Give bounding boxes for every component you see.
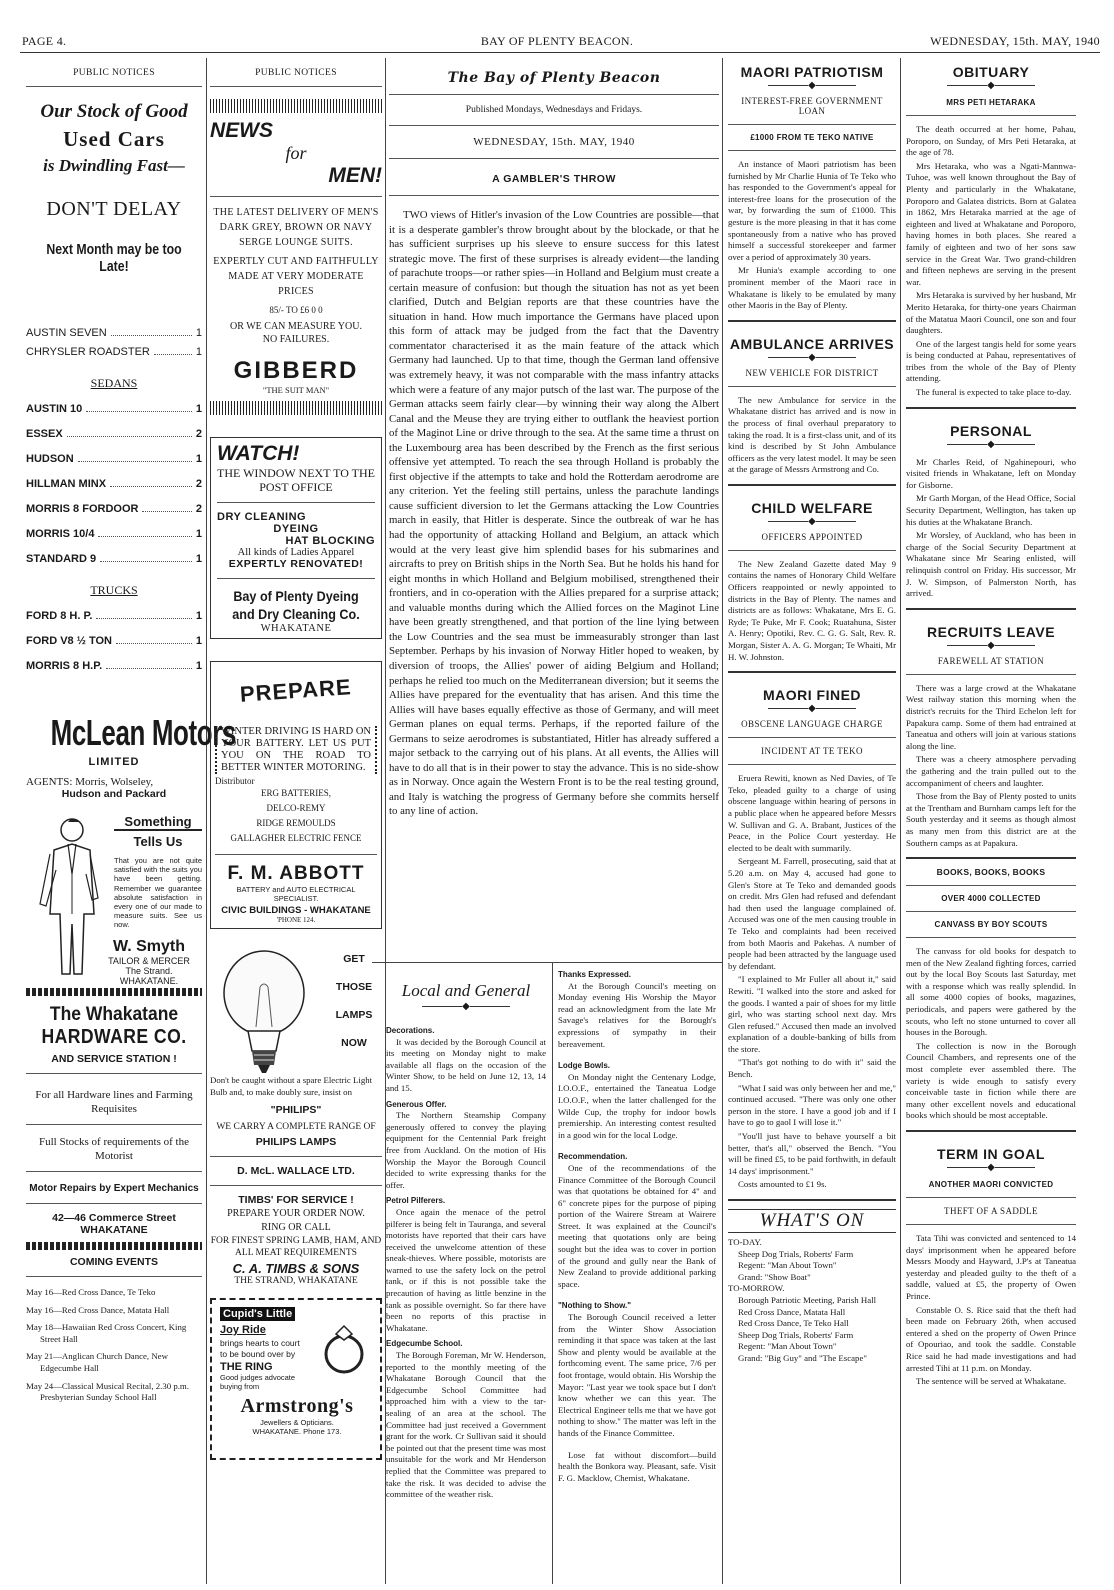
firm-tagline: "THE SUIT MAN" [262,385,330,395]
editorial-column [389,58,719,958]
paper-name: BAY OF PLENTY BEACON. [480,34,634,48]
article-text: Mr Charles Reid, of Ngahinepouri, who visited friends in Whakatane, left on Monday for Gisborne. [906,456,1076,490]
ad-word: NOW [341,1037,367,1049]
ad-headline: NEWS [210,119,273,142]
article-subtitle: MRS PETI HETARAKA [946,98,1036,107]
article-subtitle: NEW VEHICLE FOR DISTRICT [745,367,879,378]
event-item: May 24—Classical Musical Recital, 2.30 p.m. Presbyterian Sunday School Hall [26,1380,189,1403]
event-item: May 18—Hawaiian Red Cross Concert, King Street Hall [26,1322,187,1344]
article-title: OBITUARY [952,64,1030,80]
list-item: Sheep Dog Trials, Roberts' Farm [738,1248,854,1259]
border-strip [26,1242,202,1250]
list-item: Red Cross Dance, Matata Hall [738,1306,846,1317]
firm-suffix: LIMITED [88,756,140,768]
local-and-general [372,962,722,1584]
section-title: Local and General [401,981,531,1000]
editorial-title: A GAMBLER'S THROW [492,173,616,185]
article-text: Constable O. S. Rice said that the theft had been made on February 26th, when accused entered a shed on the property of Owen Prince of Opouriao, and took the saddle. Constable Rice said he had made investigations and had arrested Tihi at 11 p.m. on Monday. [906,1304,1076,1373]
ad-headline: is Dwindling Fast— [43,156,185,175]
hardware-ad [26,1004,202,1236]
article-text: Tata Tihi was convicted and sentenced to 14 days' imprisonment when he appeared before Messrs Moody and Hayward, J.P's at Taneatua yesterday and pleaded guilty to the theft of a saddle, valued at £5, the property of Owen Prince. [906,1233,1076,1301]
article-text: "What I said was only between her and me," continued accused. "There was only one other person in the store. I have a good job and if I have to go to gaol I will lose it." [728,1082,896,1128]
ad-line: For all Hardware lines and Farming Requisites [35,1089,193,1115]
item-heading: Edgecumbe School. [386,1339,463,1349]
ad-slogan: Next Month may be too Late! [46,241,182,275]
ad-label: Distributor [215,776,255,786]
ad-body: OR WE CAN MEASURE YOU. [230,321,362,332]
local-col-a [386,963,546,1503]
firm-name: D. McL. WALLACE LTD. [237,1165,355,1178]
ad-line: Full Stocks of requirements of the Motorist [38,1136,189,1162]
issue-date: WEDNESDAY, 15th. MAY, 1940 [930,34,1100,48]
column-rule [552,963,553,1584]
agents-line: AGENTS: Morris, Wolseley, [26,776,154,788]
article-text: The New Zealand Gazette dated May 9 contains the names of Honorary Child Welfare Officers reappointed or newly appointed to districts in the Bay of Plenty. The names and districts are as follows: Whakatane, Mrs E. G. Ryde; Te Puke, Mr F. Cook; Ruatahuna, Sister A. Henry; Opotiki, Rev. C. G. G. Salt, Rev. R. Morgan, Sister A. A. G. Morgan; Te Whaiti, Mr H. W. Johnston. [728,558,896,662]
list-heading: SEDANS [90,376,138,390]
item-heading: "Nothing to Show." [558,1301,632,1311]
article-text: Mrs Hetaraka is survived by her husband, Mr Merito Hetaraka, for thirty-one years Chairman of the Matatua Maori Council, one son and four daughters. [906,290,1076,336]
ad-headline: Used Cars [63,127,165,151]
firm-trade: TAILOR & MERCER [108,956,190,966]
firm-name: F. M. ABBOTT [227,863,365,884]
article-title: AMBULANCE ARRIVES [729,335,895,352]
item-text: Lose fat without discomfort—build health the Bonkora way. Pleasant, safe. Visit F. G. Macklow, Chemist, Whakatane. [558,1449,716,1483]
item-text: One of the recommendations of the Finance Committee of the Borough Council was that quotations be obtained for 4" and 6" concrete pipes for the purpose of piping portion of the Wairere Stream at Wairere Street. It was explained at the Council's meeting that quotations only are being sought but the idea was to cover in portion of the ground and gully near the Bank of New Zealand to provide additional parking space. [558,1162,716,1289]
section-heading: COMING EVENTS [69,1256,159,1268]
ad-headline: Cupid's Little [220,1307,295,1321]
divider: ◆ [728,354,896,362]
item-heading: Thanks Expressed. [558,970,631,979]
tailor-ad [26,812,202,986]
firm-phone: 'PHONE 124. [276,916,316,924]
item-text: The Borough Foreman, Mr W. Henderson, reported to the monthly meeting of the Whakatane Borough Council that the Edgecumbe School Committee had approached him with a view to the tar-sealing of an area at the school. The Committee had just received a Government grant for the work. Cr Sullivan said it should be pointed out that the present time was most unsuitable for the work and Mr Henderson replied that the Committee was prepared to take the risk. It was decided to advise the committee of the weather risk. [386,1350,546,1500]
firm-name: The Whakatane [49,1004,179,1025]
list-item: MORRIS 8 H.P. 1 [26,660,202,672]
list-item: Grand: "Big Guy" and "The Escape" [738,1352,867,1363]
article-text: Mrs Hetaraka, who was a Ngati-Mannwa-Tuhoe, was well known throughout the Bay of Plenty and particularly in the Whakatane, Poroporo and Galatea districts. Born at Galatea in 1862, Mrs Hetaraka married at the age of eighteen and lived at Whakatane and Poroporo, having homes in both places. She reared a family of eighteen and two of her sons saw service in the Great War. Two grand-children and fifteen nephews are serving in the present war. [906,160,1076,287]
column-rule [722,58,723,1584]
ad-headline: Our Stock of Good [40,101,188,122]
item-text: On Monday night the Centenary Lodge, I.O.O.F., entertained the Taneatua Lodge I.O.O.F., when the latter challenged for the Wilde Cup, the trophy for indoor bowls premiership. An interesting contest resulted in a good win for the local Lodge. [558,1071,716,1140]
item-text: It was decided by the Borough Council at its meeting on Monday night to make available all flags on the occasion of the Winter Show, to be held on June 12, 13, 14 and 15. [386,1036,546,1093]
ad-word: GET [343,953,365,965]
article-subtitle: CANVASS BY BOY SCOUTS [934,920,1048,930]
ad-headline: Joy Ride [220,1324,266,1337]
article-subtitle: INTEREST-FREE GOVERNMENT LOAN [741,96,883,116]
ad-headline: for [285,143,307,163]
ad-word: LAMPS [335,1009,373,1021]
item-heading: Petrol Pilferers. [386,1196,446,1206]
list-item: CHRYSLER ROADSTER 1 [26,346,202,358]
article-text: Mr Worsley, of Auckland, who has been in charge of the Social Security Department at Whakatane since Mr Searing enlisted, will relinquish control on Friday. His successor, Mr J. W. Simpson, of Palmerston North, has arrived. [906,530,1076,599]
list-item: HUDSON 1 [26,453,202,465]
paper-title: The Bay of Plenty Beacon [447,70,661,86]
ad-body: EXPERTLY CUT AND FAITHFULLY MADE AT VERY MODERATE PRICES [213,256,379,297]
light-bulb-icon [214,947,324,1075]
firm-name: GIBBERD [233,357,359,384]
list-heading: TRUCKS [90,583,138,597]
truck-list [26,610,202,672]
list-item: HILLMAN MINX 2 [26,478,202,490]
firm-name: Armstrong's [240,1395,354,1418]
list-item: Regent: "Man About Town" [738,1341,837,1352]
column-2 [210,58,382,1584]
brand-name: PHILIPS LAMPS [255,1136,337,1149]
article-text: The collection is now in the Borough Council Chambers, and represents one of the most complete ever assembled there. The variety is wide enough to satisfy every conceivable taste in fiction while there are many other excellent novels and educational books which should be most acceptable. [906,1040,1076,1121]
jeweller-ad [210,1298,382,1460]
divider: ◆ [906,642,1076,650]
article-text: The death occurred at her home, Pahau, Poroporo, on Sunday, of Mrs Peti Hetaraka, at the age of 78. [906,124,1076,158]
article-subtitle: OVER 4000 COLLECTED [941,894,1041,904]
article-text: The canvass for old books for despatch to men of the New Zealand fighting forces, carried out by the local Boy Scouts last Saturday, met with a response which was really splendid. In all some 4000 copies of books, magazines, periodicals, and papers were gathered by the scouts, who left no stone unturned to cover all houses in the Borough. [906,946,1076,1038]
list-item: STANDARD 9 1 [26,553,202,565]
ad-body: All kinds of Ladies Apparel [237,547,355,558]
article-subtitle: FAREWELL AT STATION [937,655,1045,666]
list-item: Sheep Dog Trials, Roberts' Farm [738,1329,854,1340]
ad-body: FOR FINEST SPRING LAMB, HAM, AND ALL MEAT REQUIREMENTS [210,1236,382,1259]
item-heading: Generous Offer. [386,1099,447,1109]
divider: ◆ [386,1003,546,1011]
item-heading: Recommendation. [558,1152,628,1162]
ad-body: That you are not quite satisfied with the suits you have been getting. Remember we guarantee absolute satisfaction in every one of our made to measure suits. See us now. [114,856,202,930]
whats-on-list [728,1237,896,1365]
article-text: Those from the Bay of Plenty posted to units at the Trentham and Burnham camps left for the South yesterday and it seems as though almost as many men from this district are at the Southern camps as at Papakura. [906,791,1076,848]
editorial-date: WEDNESDAY, 15th. MAY, 1940 [473,136,635,148]
firm-address: 42—46 Commerce Street [52,1212,176,1224]
list-item: TO-DAY. [728,1237,762,1247]
firm-trade: Jewellers & Opticians. [260,1418,334,1428]
battery-ad [210,661,382,929]
article-subtitle: OBSCENE LANGUAGE CHARGE [741,719,883,730]
ad-slogan: DON'T DELAY [46,198,182,220]
ad-body: PREPARE YOUR ORDER NOW. [227,1208,365,1220]
list-item: RIDGE REMOULDS [256,818,336,828]
article-text: There was a cheery atmosphere pervading the gathering and the train pulled out to the accompaniment of cheers and laughter. [906,754,1076,788]
list-item: MORRIS 8 FORDOOR 2 [26,503,202,515]
divider: ◆ [906,82,1076,90]
firm-town: WHAKATANE. [119,976,179,986]
border-strip [26,988,202,996]
ad-headline: WATCH! [217,442,300,465]
firm-name: McLean Motors [50,712,237,753]
list-item: ESSEX 2 [26,428,202,440]
masthead [0,0,1114,56]
list-item: DELCO-REMY [266,803,326,813]
firm-name: C. A. TIMBS & SONS [232,1261,360,1277]
ad-service: DYEING [273,523,319,535]
ad-body: Don't be caught without a spare Electric Light Bulb and, to make doubly sure, insist on [210,1075,373,1097]
firm-address: The Strand. [125,966,173,976]
ad-headline: Tells Us [133,834,183,849]
list-item: TO-MORROW. [728,1283,785,1294]
article-text: Mr Hunia's example according to one prominent member of the Maori race in Whakatane is likely to be emulated by many other Maoris in the Bay of Plenty. [728,265,896,311]
item-text: The Northern Steamship Company generously offered to convey the playing equipment for the Centennial Park freight free from Auckland. On the motion of His Worship the Mayor the Borough Council decided to write expressing thanks for the offer. [386,1110,546,1190]
brand-name: "PHILIPS" [270,1104,322,1117]
divider: ◆ [728,82,896,90]
article-title: PERSONAL [950,422,1032,439]
article-text: An instance of Maori patriotism has been furnished by Mr Charlie Hunia of Te Teko who has responded to the Government's appeal for interest-free loans for the prosecution of the war, by forwarding the sum of £1000. This gesture is the more pleasing in that it has come spontaneously from a native who has proved himself a successful storekeeper and farmer over a period of approximately 30 years. [728,159,896,262]
list-item: AUSTIN 10 1 [26,403,202,415]
item-text: The Borough Council received a letter from the Winter Show Association reminding it that space was taken at the last Show and plenty would be available at the forthcoming event. The same price, 7/6 per foot frontage, would obtain. His Worship the Mayor: "Last year we took space but I don't know whether we can this year. The Electrical Engineer tells me that we have got nothing to show." The matter was left in the hands of the Finance Committee. [558,1312,716,1438]
article-title: CHILD WELFARE [751,499,873,516]
news-for-men-ad [210,99,382,415]
article-text: Sergeant M. Farrell, prosecuting, said that at 5.20 a.m. on May 4, accused had gone to Glen's Store at Te Teko and demanded goods on credit. Mrs Glen had refused and defendant had then used the language complained of. Accused was one of the men causing trouble in Te Teko and complaints had been received from both Maoris and Pakehas. A number of people had been attracted by the language used by defendant. [728,856,896,971]
list-item: GALLAGHER ELECTRIC FENCE [230,833,362,843]
ad-body: EXPERTLY RENOVATED! [228,558,364,570]
product-list [215,786,377,846]
article-title: MAORI FINED [762,687,862,704]
article-subtitle: INCIDENT AT TE TEKO [761,746,863,757]
firm-address: WHAKATANE. Phone 173. [252,1427,342,1437]
event-item: May 21—Anglican Church Dance, New Edgecumbe Hall [26,1351,168,1373]
agents-line: Hudson and Packard [61,788,167,800]
article-subtitle: OFFICERS APPOINTED [761,531,863,542]
ad-word: THOSE [335,981,373,993]
article-title: TERM IN GOAL [937,1146,1045,1162]
item-heading: Lodge Bowls. [558,1061,610,1071]
firm-town: WHAKATANE [80,1224,148,1236]
divider: ◆ [906,441,1076,449]
ad-headline: THE RING [220,1361,273,1374]
column-4 [728,58,896,1584]
item-heading: Decorations. [386,1026,435,1035]
list-item: FORD V8 ½ TON 1 [26,635,202,647]
article-title: BOOKS, BOOKS, BOOKS [936,867,1046,878]
article-subtitle: £1000 FROM TE TEKO NATIVE [750,133,874,142]
butcher-ad [210,1194,382,1286]
article-text: Eruera Rewiti, known as Ned Davies, of Te Teko, pleaded guilty to a charge of using obscene language within hearing of persons in a public place when he appeared before Messrs W. Sullivan and G. A. Brabant, Justices of the Peace, in the Police Court yesterday. He elected to be dealt with summarily. [728,773,896,853]
article-text: One of the largest tangis held for some years is being conducted at Pahau, representatives of tribes from the whole of the Bay of Plenty attending. [906,338,1076,384]
article-text: Mr Garth Morgan, of the Head Office, Social Security Department, Wellington, has taken up his duties at the Whakatane Branch. [906,493,1076,527]
ad-body: THE LATEST DELIVERY OF MEN'S DARK GREY, BROWN OR NAVY SERGE LOUNGE SUITS. [213,207,379,248]
firm-address: THE STRAND, WHAKATANE [234,1276,358,1287]
column-5 [906,58,1076,1584]
list-item: Regent: "Man About Town" [738,1260,837,1271]
sedan-list [26,403,202,565]
ad-service: HAT BLOCKING [285,535,375,547]
ad-line: Motor Repairs by Expert Mechanics [29,1183,199,1194]
article-text: There was a large crowd at the Whakatane West railway station this morning when the district's recruits for the Third Echelon left for Papakura camp. Some of them had entrained at Taneatua and others will join at various stations along the line. [906,682,1076,751]
article-title: MAORI PATRIOTISM [740,64,884,80]
article-text: Costs amounted to £1 9s. [738,1179,827,1190]
column-rule [900,58,901,1584]
publication-days: Published Mondays, Wednesdays and Fridays. [465,105,643,115]
local-col-b [558,969,716,1486]
item-text: Once again the menace of the petrol pilferer is being felt in Tauranga, and several motorists have reported that their cars have received the unwelcome attention of these sneak-thieves. Where possible, motorists are warned to use the safety lock on the petrol tank, or if this is not possible take the precaution of having as little benzine in the tank as possible overnight. So far there have been no reports of this practise in Whakatane. [386,1206,546,1333]
firm-name: W. Smyth [112,938,185,955]
list-item: Borough Patriotic Meeting, Parish Hall [738,1294,877,1305]
list-item: ERG BATTERIES, [260,788,331,798]
divider: ◆ [906,1164,1076,1172]
border-strip [210,401,382,415]
article-text: "I explained to Mr Fuller all about it," said Rewiti. "I walked into the store and asked for the goods. I wanted a pair of shoes for my little girl, who was starting school next day. Mrs Glen refused." Accused then made an involved explanation of a double-banking of bills from the store. [728,974,896,1054]
section-title: WHAT'S ON [728,1209,896,1233]
ad-service: DRY CLEANING [217,511,307,523]
list-item: AUSTIN SEVEN 1 [26,327,202,339]
article-subtitle: THEFT OF A SADDLE [944,1206,1038,1216]
list-item: MORRIS 10/4 1 [26,528,202,540]
article-text: "You'll just have to behave yourself a bit better, that's all," observed the Bench. "You will be fined £5, to be paid forthwith, in default 14 days' imprisonment." [728,1131,896,1176]
ad-body: Good judges advocate buying from [220,1373,296,1392]
ad-price: 85/- TO £6 0 0 [269,305,323,315]
firm-name: Bay of Plenty Dyeing and Dry Cleaning Co. [232,588,360,622]
dry-cleaning-ad [210,437,382,639]
editorial-body: TWO views of Hitler's invasion of the Low Countries are possible—that it is a desperate gambler's throw brought about by the blockade, or that he has sufficient surprises up his sleeve to ensure success for this latest strategic move. The first of these surprises is already evident—the landing of parachute troops—or rather spies—in Holland and Belgium must create a certain measure of confusion: but though the situation has not as yet been clarified, Dutch and Belgian reports are that these countries have the situation in hand. How much importance the Germans have placed upon this form of attack may be judged from the fact that the Daventry commentator characterised it as the main feature of the attack which Germany had launched. Up to that time, though the German land offensive was extremely heavy, it was not comparable with the mass infantry attacks which were a feature of any major putsch of the last war. The purpose of the German attacks seem fairly clear—by winning their way along the Albert Canal and the Meuse they are trying either to outflank the heaviest portion of the Maginot Line or drive through to the sea. At the same time a thrust on the Luxembourg area has been described by the French as the first serious offensive yet attempted. To reach the sea through Holland is probably the first objective if the attempts to take and hold the Rotterdam aerodrome are any criterion. Yet the feeling still pertains, unless the parachute landings cause sufficient diversion to let the Germans attacking the Low Countries march in easily, that Hitler is desperate. Since the outbreak of war he has had the opportunity of attacking Holland and Belgium, an attack which would at the very least give him splendid bases for his submarines and aircrafts to prey on British ships in the North Sea. But he holds his hand for eight months in which Holland and Belgium mobilised, strengthened their frontiers, and in co-operation with the Allies prepared for a surprise attack; and valuable months during which the Allied forces on the Maginot Line have been greatly strengthened, and that portion of the line lying between the Low Countries and the sea must be immeasurably stronger than last September. Perhaps by his invasion of Norway Hitler hoped to weaken, by diversion of troops, the Allies' power of aiding Belgium and Holland; perhaps he relied too much on the Mediterranean diversion; but it seems the Allies have prepared for the eventuality that has arisen. And this time the Allies will have bases equally effective as those of Germany, and will meet German planes on equal terms. Perhaps, if the reported failure of the Germans to seize aerodromes is substantiated, Hitler has already suffered a major setback to the carrying out of his plans. At all events, the Allies will have to do all that is in their power to stay the advance. This is no side-show as in Norway. Once again the Western Front is to be the real testing ground, and Italy is watching the progress of Germany before she commits herself to any line of action. [389,209,719,818]
ad-body: WE CARRY A COMPLETE RANGE OF [216,1122,376,1133]
ad-body: RING OR CALL [261,1222,331,1234]
page-number: PAGE 4. [22,34,67,48]
section-heading: PUBLIC NOTICES [26,58,202,87]
divider: ◆ [728,518,896,526]
article-title: RECRUITS LEAVE [926,623,1056,640]
divider: ◆ [728,705,896,713]
list-item: FORD 8 H. P. 1 [26,610,202,622]
event-item: May 16—Red Cross Dance, Te Teko [26,1287,156,1297]
ad-headline: Something [114,814,202,831]
article-text: The sentence will be served at Whakatane. [916,1376,1067,1387]
article-text: "That's got nothing to do with it" said the Bench. [728,1057,896,1080]
ad-banner: PREPARE [239,674,353,707]
ad-subhead: AND SERVICE STATION ! [51,1053,177,1065]
ad-headline: TIMBS' FOR SERVICE ! [238,1194,354,1207]
firm-address: CIVIC BUILDINGS - WHAKATANE [221,905,371,916]
coming-events [26,1256,202,1404]
firm-trade: BATTERY and AUTO ELECTRICAL SPECIALIST. [236,885,356,903]
wedding-ring-icon [316,1322,372,1378]
ad-body: THE WINDOW NEXT TO THE POST OFFICE [217,466,375,494]
ad-body: NO FAILURES. [262,334,330,345]
masthead-rule [20,52,1100,53]
event-item: May 16—Red Cross Dance, Matata Hall [26,1304,170,1315]
column-rule [206,58,207,1584]
list-item: Grand: "Show Boat" [738,1271,811,1282]
ad-body: WINTER DRIVING IS HARD ON YOUR BATTERY. LET US PUT YOU ON THE ROAD TO BETTER WINTER MOTORING. [215,726,377,774]
lamps-ad [210,947,382,1075]
ad-headline: MEN! [328,164,382,187]
ad-body: brings hearts to court to be bound over by [220,1338,300,1359]
item-text: At the Borough Council's meeting on Monday evening His Worship the Mayor read an acknowledgment from the late Mr Savage's relatives for the Borough's expressions of sympathy in their bereavement. [558,980,716,1049]
firm-town: WHAKATANE [260,623,332,634]
section-heading: PUBLIC NOTICES [210,58,382,87]
car-list [26,327,202,358]
article-text: The new Ambulance for service in the Whakatane district has arrived and is now in the process of final overhaul preparatory to taking the road. It is a first-class unit, and of its kind is described by St John Ambulance officers as the very latest model. It may be seen at the garage of Messrs Armstrong and Co. [728,394,896,475]
article-text: The funeral is expected to take place to-day. [916,387,1072,398]
article-subtitle: ANOTHER MAORI CONVICTED [928,1180,1054,1189]
border-strip [210,99,382,113]
list-item: Red Cross Dance, Te Teko Hall [738,1318,849,1329]
tailor-address [96,938,202,986]
lamps-ad-text [210,1075,382,1186]
firm-name: HARDWARE CO. [41,1026,187,1048]
